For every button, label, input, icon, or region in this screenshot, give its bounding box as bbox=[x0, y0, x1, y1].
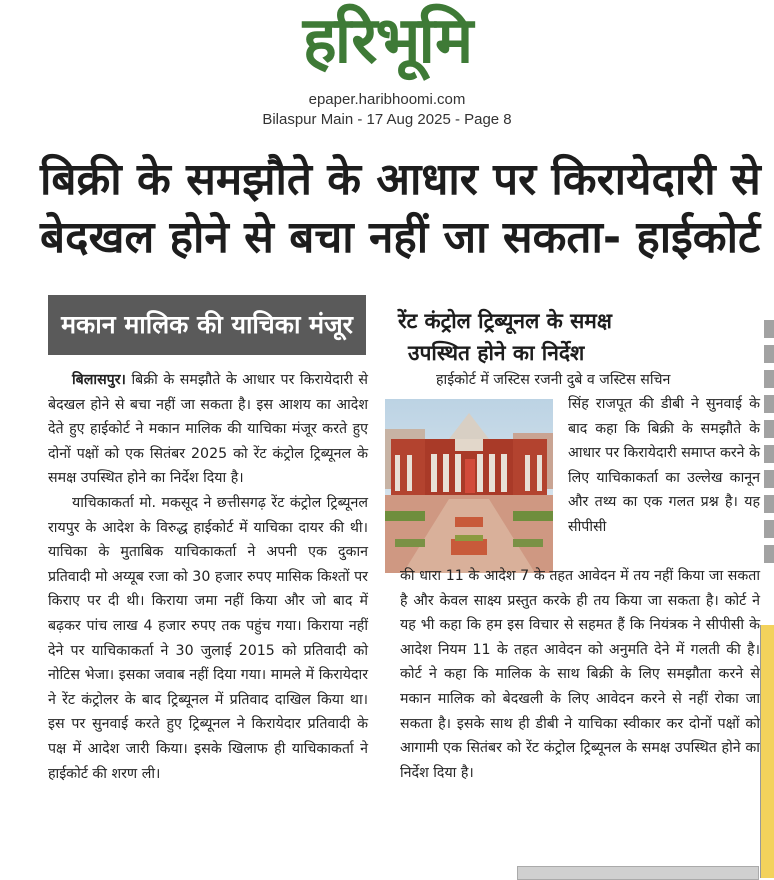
haribhoomi-logo[interactable] bbox=[240, 2, 534, 80]
logo-text: हरिभूमि bbox=[302, 4, 472, 78]
right-subhead-line-1: रेंट कंट्रोल ट्रिब्यूनल के समक्ष bbox=[398, 309, 612, 333]
left-column bbox=[48, 368, 368, 786]
high-court-photo bbox=[385, 399, 553, 573]
right-side-text: सिंह राजपूत की डीबी ने सुनवाई के बाद कहा कि बिक्री के समझौते के आधार पर किरायेदारी समाप्त करने के लिए याचिकाकर्ता का उल्लेख कानून और तथ्य का एक गलत प्रश्न है। यह सीपीसी bbox=[568, 396, 760, 535]
high-court-building-image bbox=[385, 399, 553, 573]
right-side-column bbox=[568, 392, 760, 540]
right-bottom-column bbox=[400, 564, 760, 785]
right-lead-text: हाईकोर्ट में जस्टिस रजनी दुबे व जस्टिस सचिन bbox=[436, 372, 671, 388]
headline-line-1: बिक्री के समझौते के आधार पर किरायेदारी से bbox=[40, 154, 761, 205]
masthead bbox=[0, 0, 774, 140]
left-paragraph-1 bbox=[48, 368, 368, 491]
left-paragraph-1-text: बिक्री के समझौते के आधार पर किरायेदारी से बेदखल होने से बचा नहीं जा सकता है। इस आशय का आदेश देते हुए हाईकोर्ट ने मकान मालिक की याचिका मंजूर करते हुए दोनों पक्षों को एक सितंबर 2025 को रेंट कंट्रोल ट्रिब्यूनल के समक्ष उपस्थित होने का निर्देश दिया है। bbox=[48, 372, 369, 487]
right-subhead bbox=[398, 305, 748, 369]
headline-line-2: बेदखल होने से बचा नहीं जा सकता- हाईकोर्ट bbox=[40, 212, 761, 263]
adjacent-article-edge bbox=[764, 320, 774, 580]
left-subhead: मकान मालिक की याचिका मंजूर bbox=[48, 295, 366, 355]
right-subhead-line-2: उपस्थित होने का निर्देश bbox=[408, 341, 585, 365]
left-paragraph-2: याचिकाकर्ता मो. मकसूद ने छत्तीसगढ़ रेंट कंट्रोल ट्रिब्यूनल रायपुर के आदेश के विरुद्ध हाईकोर्ट में याचिका दायर की थी। याचिका के मुताबिक याचिकाकर्ता ने अपनी एक दुकान प्रतिवादी मो अय्यूब रजा को 30 हजार रुपए मासिक किश्तों पर किराए पर दी थी। किराया जमा नहीं किया और जो बाद में बढ़कर पांच लाख 4 हजार रुपए तक पहुंच गया। किराया नहीं देने पर याचिकाकर्ता ने 30 जुलाई 2015 को प्रतिवादी को नोटिस भेजा। इसका जवाब नहीं दिया गया। मामले में किरायेदार ने रेंट कंट्रोलर के बाद ट्रिब्यूनल में प्रतिवाद दाखिल किया था। इस पर सुनवाई करते हुए ट्रिब्यूनल ने किरायेदार प्रतिवादी के पक्ष में आदेश जारी किया। इसके खिलाफ ही याचिकाकर्ता ने हाईकोर्ट की शरण ली। bbox=[48, 494, 368, 782]
site-url[interactable]: epaper.haribhoomi.com bbox=[308, 91, 466, 108]
right-bottom-text: की धारा 11 के आदेश 7 के तहत आवेदन में तय नहीं किया जा सकता है और केवल साक्ष्य प्रस्तुत करके ही तय किया जा सकता है। कोर्ट ने यह भी कहा कि हम इस विचार से सहमत हैं कि नियंत्रक ने सीपीसी के आदेश नियम 11 के तहत आवेदन को अनुमति देने में गलती की है। कोर्ट ने कहा कि मालिक के साथ बिक्री के लिए समझौता करने से मकान मालिक को बेदखली के लिए आवेदन करने से नहीं रोका जा सकता है। इसके साथ ही डीबी ने याचिका स्वीकार कर दोनों पक्षों को आगामी एक सितंबर को रेंट कंट्रोल ट्रिब्यूनल के समक्ष उपस्थित होने का निर्देश दिया है। bbox=[400, 568, 760, 781]
dateline: बिलासपुर। bbox=[72, 372, 126, 388]
right-lead bbox=[412, 368, 760, 393]
adjacent-advertisement-edge bbox=[760, 625, 774, 878]
edition-info: Bilaspur Main - 17 Aug 2025 - Page 8 bbox=[262, 111, 512, 128]
